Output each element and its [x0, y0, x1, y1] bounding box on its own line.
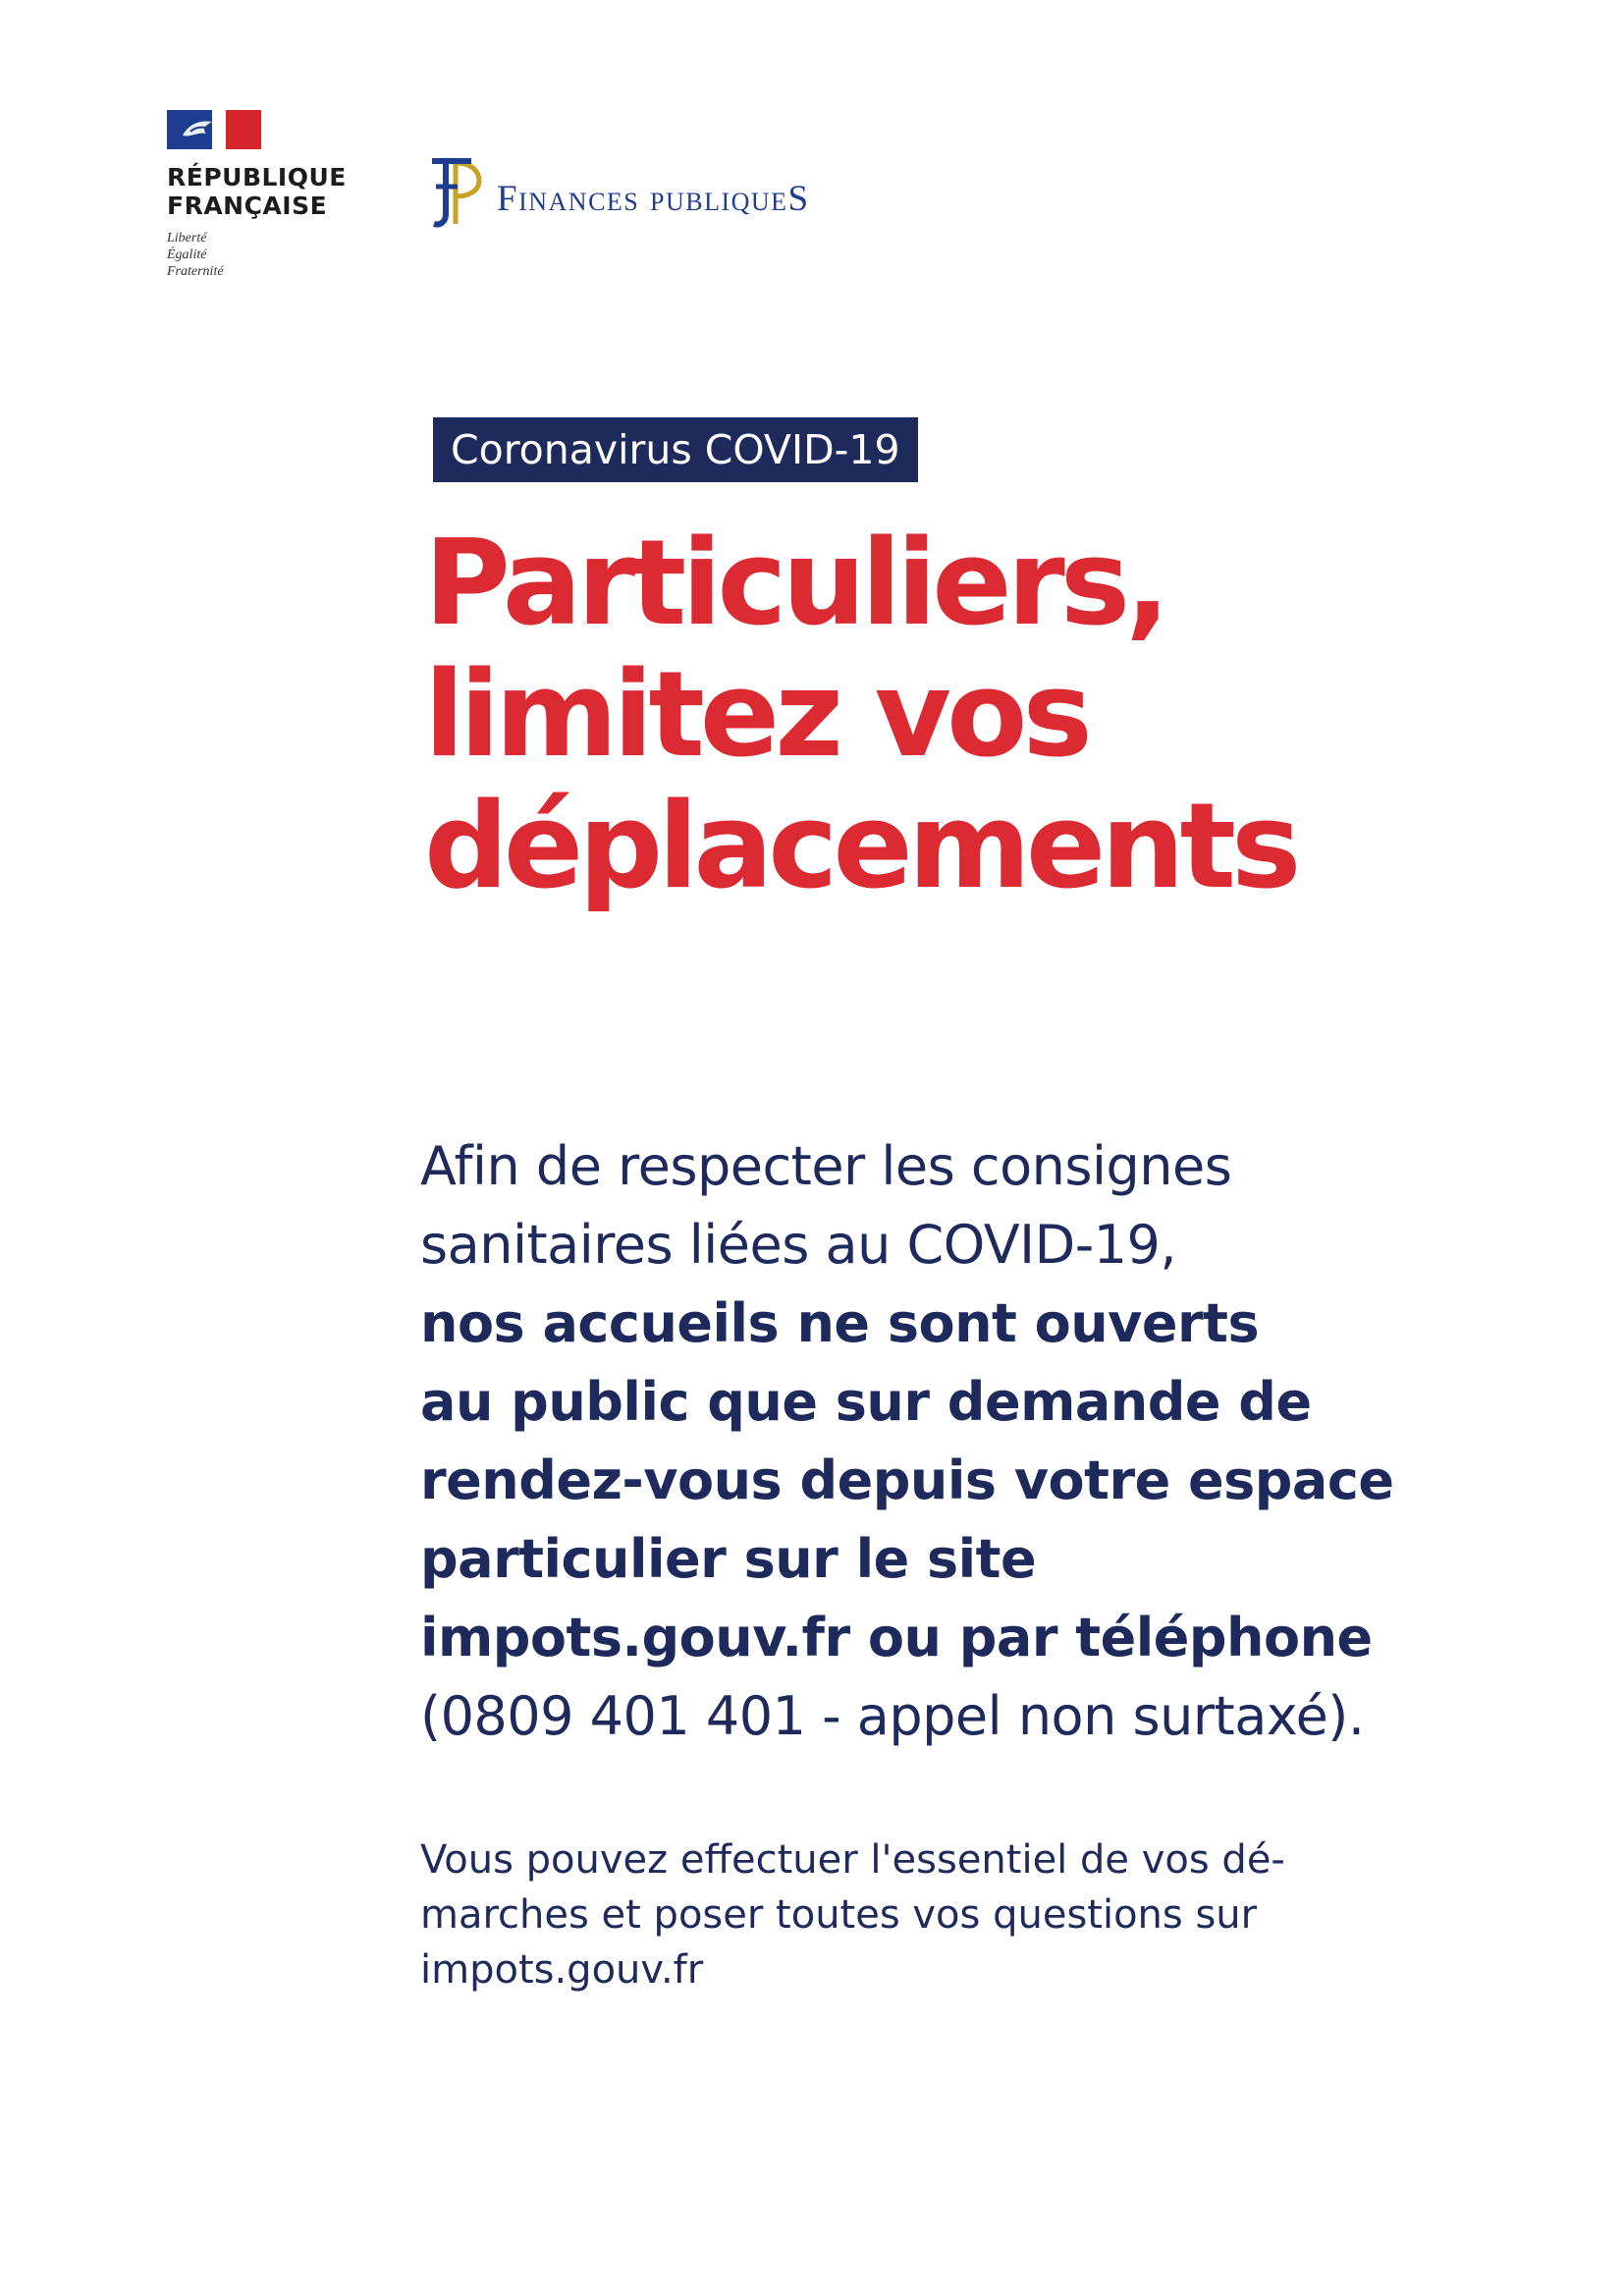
body-line-bold: nos accueils ne sont ouverts: [420, 1292, 1260, 1354]
marianne-flag-icon: [167, 110, 261, 149]
note-line: Vous pouvez effectuer l'essentiel de vos dé-: [420, 1837, 1285, 1883]
body-line-bold: rendez-vous depuis votre espace: [420, 1449, 1394, 1511]
covid-tag: Coronavirus COVID-19: [433, 417, 918, 482]
finances-publiques-fp-icon: [426, 153, 483, 230]
body-paragraph: [420, 1127, 1540, 1756]
body-line: Afin de respecter les consignes: [420, 1135, 1232, 1197]
body-line: sanitaires liées au COVID-19,: [420, 1214, 1177, 1276]
body-line-bold: impots.gouv.fr ou par téléphone: [420, 1607, 1373, 1668]
headline-line: déplacements: [424, 779, 1297, 915]
headline-line: Particuliers,: [424, 516, 1165, 652]
francaise-line: FRANÇAISE: [167, 191, 328, 220]
note-line: marches et poser toutes vos questions sur: [420, 1892, 1258, 1938]
republique-francaise-title: [167, 163, 393, 220]
motto-liberte: Liberté: [167, 231, 207, 246]
finances-publiques-text: Finances publiqueS: [497, 179, 810, 219]
headline: [424, 516, 1297, 915]
note-paragraph: [420, 1832, 1540, 1997]
body-line-bold: au public que sur demande de: [420, 1371, 1312, 1433]
republique-line: RÉPUBLIQUE: [167, 163, 347, 191]
motto-fraternite: Fraternité: [167, 264, 224, 279]
body-line: (0809 401 401 - appel non surtaxé).: [420, 1685, 1365, 1747]
finances-publiques-logo: [426, 153, 810, 230]
republique-francaise-logo: [167, 110, 393, 280]
motto-egalite: Égalité: [167, 247, 207, 262]
headline-line: limitez vos: [424, 647, 1088, 784]
note-line: impots.gouv.fr: [420, 1947, 704, 1993]
republique-motto: [167, 230, 393, 280]
body-line-bold: particulier sur le site: [420, 1528, 1037, 1590]
